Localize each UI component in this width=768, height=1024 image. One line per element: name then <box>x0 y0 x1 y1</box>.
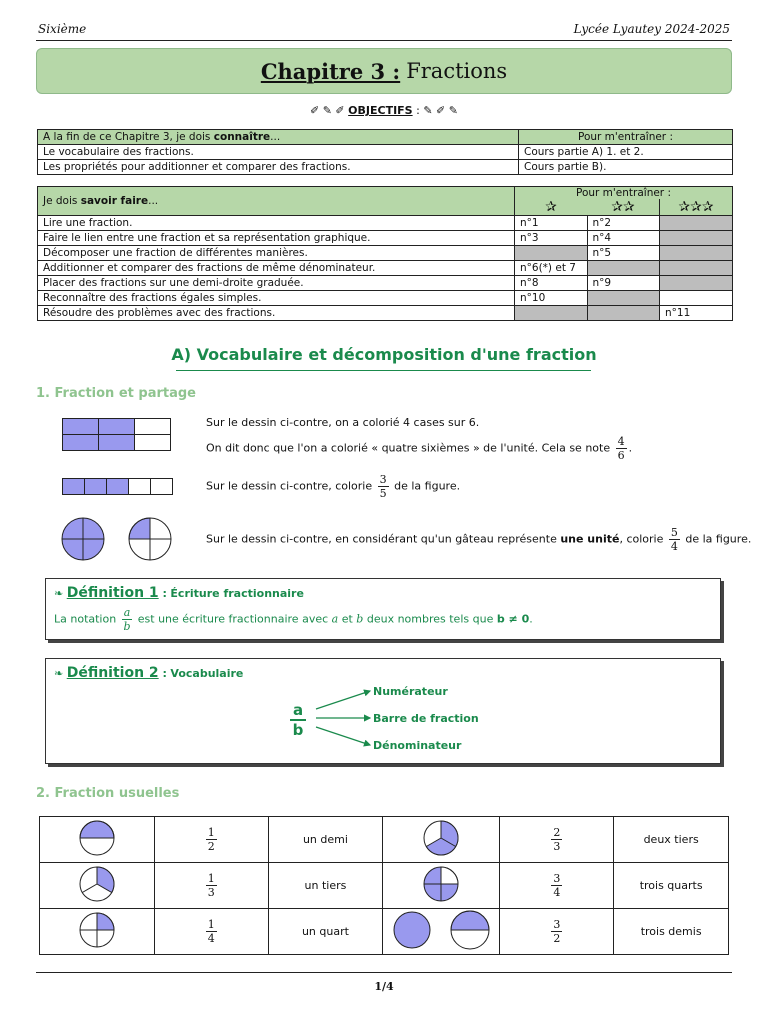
skill-cell: Décomposer une fraction de différentes manières. <box>38 246 515 261</box>
exercise-cell: n°1 <box>515 216 588 231</box>
table-row <box>38 216 733 231</box>
star-icon: ✰ <box>515 199 588 216</box>
one-third-figure <box>40 863 155 909</box>
two-thirds-figure <box>383 817 500 863</box>
fraction-cell: $\frac{2}{3}$ <box>500 817 614 863</box>
definition-1-label: Définition 1 <box>66 585 159 601</box>
exercise-cell <box>587 291 660 306</box>
exercise-cell: n°5 <box>587 246 660 261</box>
exercise-cell: n°4 <box>587 231 660 246</box>
half-circle-figure <box>40 817 155 863</box>
objectifs-heading <box>0 104 768 117</box>
exercise-cell <box>515 246 588 261</box>
table-row <box>40 817 729 863</box>
fraction-partage-text-2: On dit donc que l'on a colorié « quatre sixièmes » de l'unité. Cela se note $\frac{4}{6}$ . <box>206 435 633 462</box>
definition-2-heading: ❧ Définition 2 : Vocabulaire <box>54 665 244 681</box>
footer-rule <box>36 972 732 973</box>
section-a-underline <box>176 370 591 371</box>
chapter-number: Chapitre 3 : <box>260 58 401 84</box>
barre-label: Barre de fraction <box>373 712 479 725</box>
objectifs-colon: : <box>416 104 420 117</box>
page-number: 1/4 <box>374 980 394 993</box>
header-level: Sixième <box>38 22 87 36</box>
definition-2-subtitle: Vocabulaire <box>170 667 244 680</box>
exercise-cell: n°9 <box>587 276 660 291</box>
exercise-cell <box>660 261 733 276</box>
fleuron-icon: ❧ <box>54 667 64 680</box>
savoir-faire-header: Je dois savoir faire... <box>38 187 515 216</box>
definition-1-box <box>45 578 721 640</box>
fraction-name: trois quarts <box>614 863 729 909</box>
six-part-rectangle <box>62 418 172 452</box>
fraction-name: deux tiers <box>614 817 729 863</box>
table-row <box>38 306 733 321</box>
exercise-cell <box>587 306 660 321</box>
pencil-icon: ✎ ✐ ✎ <box>423 104 458 117</box>
definition-2-label: Définition 2 <box>66 665 159 681</box>
table-row <box>38 160 733 175</box>
skill-cell: Reconnaître des fractions égales simples. <box>38 291 515 306</box>
chapter-name: Fractions <box>406 59 508 83</box>
numerateur-label: Numérateur <box>373 685 448 698</box>
section-a-title: A) Vocabulaire et décomposition d'une fraction <box>171 345 597 364</box>
header-school: Lycée Lyautey 2024-2025 <box>573 22 730 36</box>
exercise-cell: n°8 <box>515 276 588 291</box>
connaitre-table <box>37 129 733 175</box>
fraction-name: trois demis <box>614 909 729 955</box>
two-cakes-quarters <box>60 516 180 562</box>
arrows-diagram <box>314 685 376 751</box>
fraction-exercise-text-1: Sur le dessin ci-contre, colorie $\frac{3}{5}$ de la figure. <box>206 473 461 500</box>
ref-cell: Cours partie B). <box>519 160 733 175</box>
table-row <box>40 863 729 909</box>
fraction-cell: $\frac{1}{3}$ <box>154 863 268 909</box>
ref-cell: Cours partie A) 1. et 2. <box>519 145 733 160</box>
exercise-cell <box>587 261 660 276</box>
connaitre-header: A la fin de ce Chapitre 3, je dois connaître... <box>38 130 519 145</box>
exercise-cell: n°11 <box>660 306 733 321</box>
fraction-cell: $\frac{1}{4}$ <box>154 909 268 955</box>
skill-cell: Additionner et comparer des fractions de même dénominateur. <box>38 261 515 276</box>
fraction-name: un tiers <box>268 863 382 909</box>
table-row <box>38 246 733 261</box>
savoir-faire-header-right: Pour m'entraîner : <box>515 187 733 200</box>
pencil-icon: ✐ ✎ ✐ <box>310 104 345 117</box>
star-icon: ✰✰ <box>587 199 660 216</box>
skill-cell: Lire une fraction. <box>38 216 515 231</box>
table-row <box>38 145 733 160</box>
exercise-cell: n°6(*) et 7 <box>515 261 588 276</box>
fraction-exercise-text-2: Sur le dessin ci-contre, en considérant qu'un gâteau représente une unité, colorie $\frac{5}{4}$ de la figure. <box>206 526 752 553</box>
fraction-symbol: a b <box>290 701 306 739</box>
exercise-cell <box>660 216 733 231</box>
table-row <box>38 261 733 276</box>
fleuron-icon: ❧ <box>54 587 64 600</box>
subsection-1-title: 1. Fraction et partage <box>36 386 196 401</box>
star-icon: ✰✰✰ <box>660 199 733 216</box>
definition-1-text: La notation $\frac{a}{b}$ est une écriture fractionnaire avec a et b deux nombres tels que b ≠ 0. <box>54 606 533 633</box>
exercise-cell: n°3 <box>515 231 588 246</box>
five-part-bar <box>62 478 174 496</box>
fraction-partage-text-1: Sur le dessin ci-contre, on a colorié 4 cases sur 6. <box>206 416 480 429</box>
header-rule <box>36 40 732 41</box>
table-row <box>40 909 729 955</box>
exercise-cell <box>660 231 733 246</box>
subsection-2-title: 2. Fraction usuelles <box>36 786 180 801</box>
skill-cell: Placer des fractions sur une demi-droite graduée. <box>38 276 515 291</box>
exercise-cell: n°10 <box>515 291 588 306</box>
exercise-cell: n°2 <box>587 216 660 231</box>
skill-cell: Résoudre des problèmes avec des fractions. <box>38 306 515 321</box>
table-row <box>38 291 733 306</box>
denominateur-label: Dénominateur <box>373 739 462 752</box>
skill-cell: Le vocabulaire des fractions. <box>38 145 519 160</box>
exercise-cell <box>660 246 733 261</box>
exercise-cell <box>660 291 733 306</box>
exercise-cell <box>515 306 588 321</box>
exercise-cell <box>660 276 733 291</box>
three-halves-figure <box>383 909 500 955</box>
chapter-title-box <box>36 48 732 94</box>
skill-cell: Les propriétés pour additionner et comparer des fractions. <box>38 160 519 175</box>
table-row <box>38 276 733 291</box>
definition-2-box <box>45 658 721 764</box>
savoir-faire-table <box>37 186 733 321</box>
connaitre-header-right: Pour m'entraîner : <box>519 130 733 145</box>
definition-1-subtitle: Écriture fractionnaire <box>170 587 304 600</box>
one-quarter-figure <box>40 909 155 955</box>
fraction-cell: $\frac{3}{4}$ <box>500 863 614 909</box>
fraction-cell: $\frac{3}{2}$ <box>500 909 614 955</box>
fraction-name: un quart <box>268 909 382 955</box>
three-quarters-figure <box>383 863 500 909</box>
fraction-cell: $\frac{1}{2}$ <box>154 817 268 863</box>
objectifs-label: OBJECTIFS <box>348 104 413 117</box>
usual-fractions-table <box>39 816 729 955</box>
definition-1-heading: ❧ Définition 1 : Écriture fractionnaire <box>54 585 304 601</box>
table-row <box>38 231 733 246</box>
skill-cell: Faire le lien entre une fraction et sa représentation graphique. <box>38 231 515 246</box>
fraction-name: un demi <box>268 817 382 863</box>
